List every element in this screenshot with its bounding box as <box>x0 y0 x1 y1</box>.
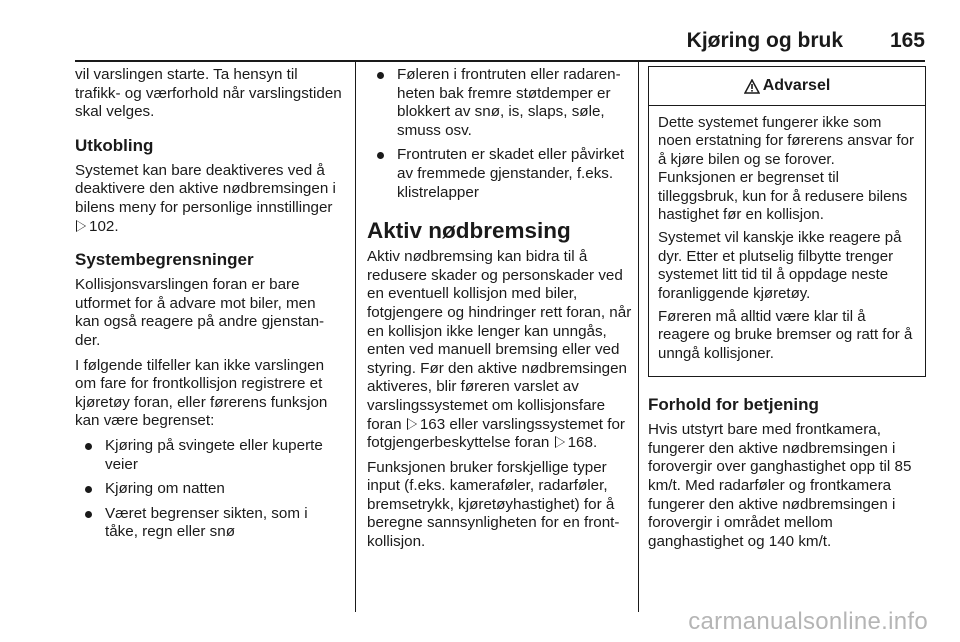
page-reference-link[interactable]: 168. <box>567 434 598 452</box>
watermark: carmanualsonline.info <box>688 608 928 635</box>
list-item: Frontruten er skadet eller påvirket av fremmede gjenstander, f.eks. klistrelapper <box>367 146 635 202</box>
page-reference-icon <box>77 221 85 231</box>
page-reference-icon <box>408 419 416 429</box>
page-number: 165 <box>889 29 925 52</box>
warning-paragraph: Dette systemet fungerer ikke som noen erstatning for førerens ansvar for å kjøre bilen og se forover. Funksjonen er begrenset til tilleggsbruk, kun for å redusere bilens hastighet før en kollisjon. <box>658 114 914 224</box>
list-item: Kjøring på svingete eller kuperte veier <box>75 437 343 474</box>
page-reference-link[interactable]: 163 eller varslingssystemet for fotgjengerbeskyttelse foran <box>367 415 625 452</box>
page-header <box>75 20 925 62</box>
column-divider <box>355 60 356 612</box>
column-left <box>75 66 343 548</box>
paragraph-sys1: Kollisjonsvarslingen foran er bare utformet for å advare mot biler, men kan også reagere på andre gjenstander. <box>75 276 325 349</box>
paragraph-sys2: I følgende tilfeller kan ikke varslingen om fare for frontkollisjon registrere et kjøretøy foran, eller førerens funksjon kan være begrenset: <box>75 356 328 430</box>
paragraph-aktiv2: Funksjonen bruker forskjellige typer input (f.eks. kameraføler, radarføler, bremsetrykk, kjøretøyhastighet) for å beregne sannsynligheten for en frontkollisjon. <box>367 458 620 551</box>
column-middle <box>367 66 635 558</box>
section-title: Kjøring og bruk <box>686 29 843 52</box>
heading-aktiv-nodbremsing: Aktiv nødbremsing <box>367 218 571 244</box>
warning-paragraph: Systemet vil kanskje ikke reagere på dyr. Etter et plutselig filbytte trenger systemet litt tid til å oppdage neste foranliggende kjøretøy. <box>658 229 902 302</box>
paragraph-aktiv1: Aktiv nødbremsing kan bidra til å redusere skader og personskader ved en eventuell kollisjon med biler, fotgjengere og hindringer rett foran, når en kollisjon ikke lenger kan unngås, enten ved manuell bremsing eller ved styring. Før den aktive nødbremsingen aktiveres, blir føreren varslet av varslingssystemet om kollisjonsfare foran 163 eller varslingssystemet for fotgjengerbeskyttelse foran 168. <box>367 248 632 452</box>
warning-header <box>649 67 925 106</box>
warning-body <box>649 106 925 376</box>
page-reference-link[interactable]: 102. <box>89 217 119 235</box>
column-divider <box>638 60 639 612</box>
heading-utkobling: Utkobling <box>75 135 154 155</box>
warning-box <box>648 66 926 377</box>
heading-forhold-for-betjening: Forhold for betjening <box>648 395 819 415</box>
heading-systembegrensninger: Systembegrensninger <box>75 250 254 270</box>
list-item: Været begrenser sikten, som i tåke, regn eller snø <box>75 505 343 542</box>
page-reference-icon <box>556 437 564 447</box>
paragraph-forhold: Hvis utstyrt bare med frontkamera, fungerer den aktive nødbremsingen i forovergir over ganghastighet opp til 85 km/t. Med radarføler og frontkamera fungerer den aktive nødbremsingen i forovergir i området mellom ganghastighet og 140 km/t. <box>648 421 912 550</box>
list-item: Kjøring om natten <box>75 480 343 499</box>
warning-paragraph: Føreren må alltid være klar til å reagere og bruke bremser og ratt for å unngå kollisjoner. <box>658 308 913 362</box>
warning-triangle-icon <box>744 79 760 94</box>
warning-title: Advarsel <box>762 76 831 94</box>
paragraph-utkobling: Systemet kan bare deaktiveres ved å deaktivere den aktive nødbremsingen i bilens meny for personlige innstillinger 102. <box>75 161 336 235</box>
column-right <box>648 66 926 557</box>
paragraph-intro: vil varslingen starte. Ta hensyn til trafikk- og værforhold når varslingstiden skal velges. <box>75 66 342 121</box>
list-item: Føleren i frontruten eller radarenheten bak fremre støtdemper er blokkert av snø, is, slaps, søle, smuss osv. <box>367 66 635 140</box>
